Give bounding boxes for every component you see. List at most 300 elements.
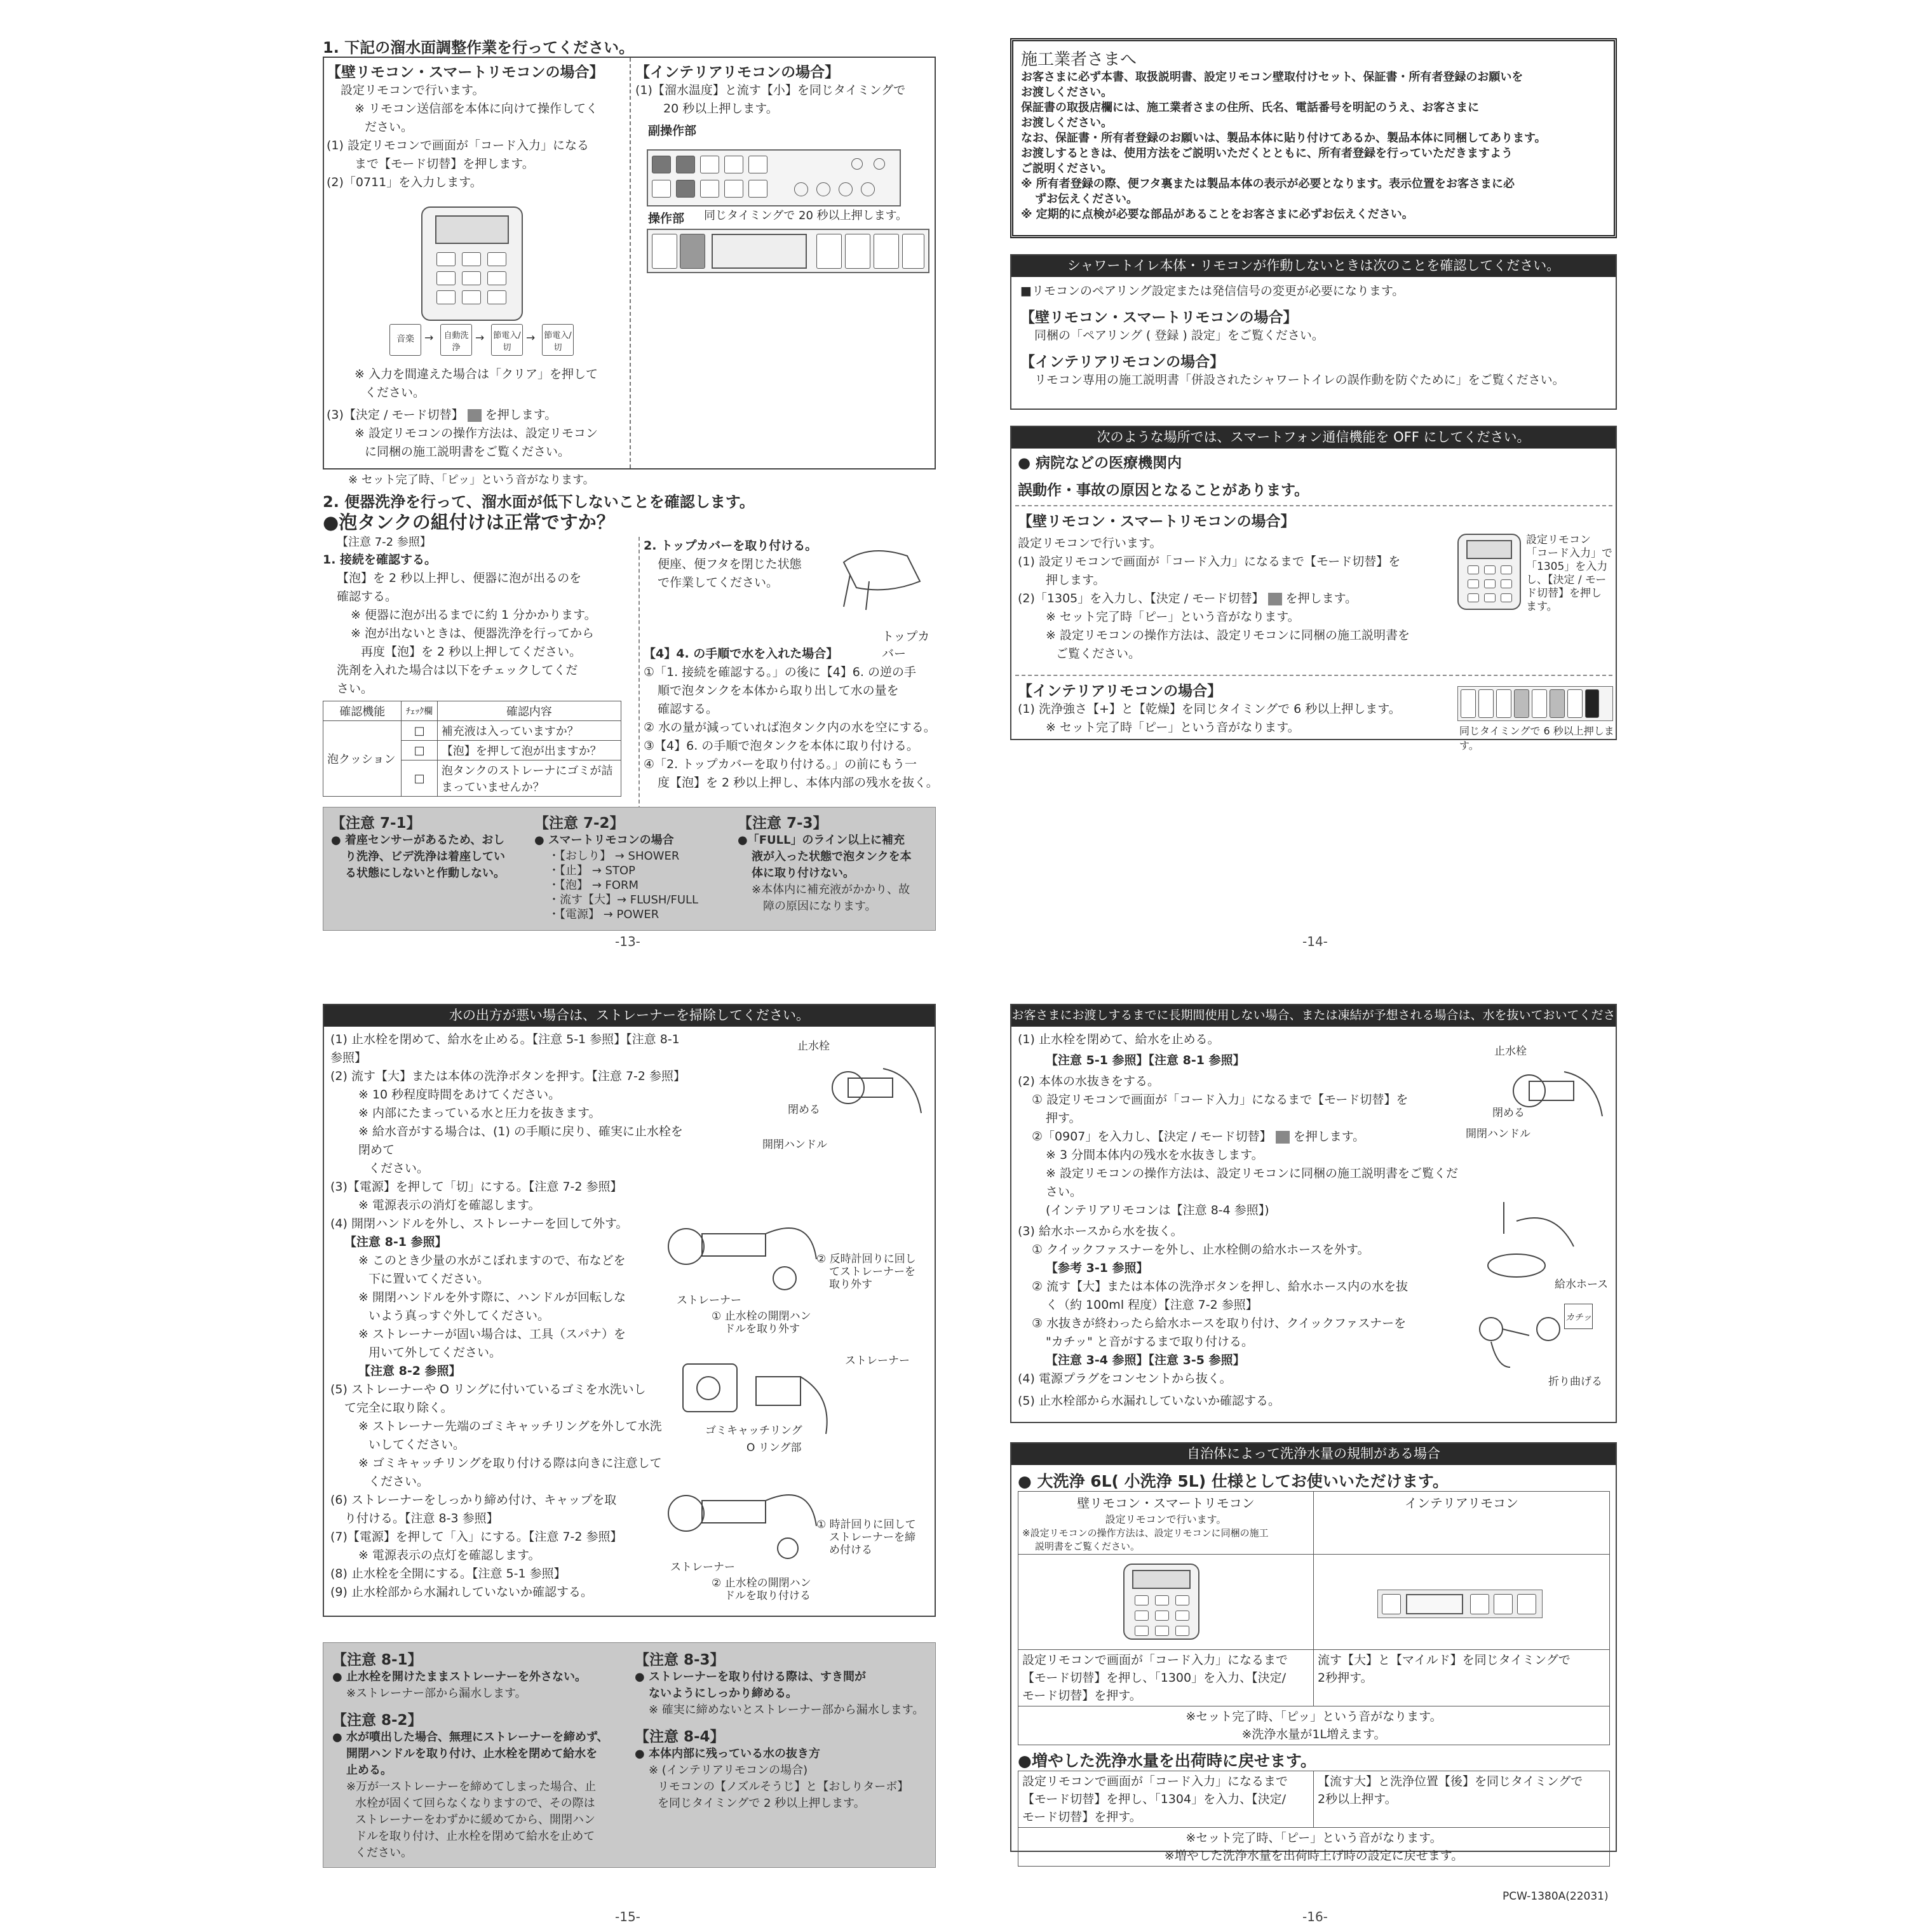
text: ※ 3 分間本体内の残水を水抜きします。 xyxy=(1046,1148,1264,1162)
strainer-install-illustration xyxy=(664,1482,823,1564)
text: ③ 水抜きが終わったら給水ホースを取り付け、クイックファスナーを xyxy=(1032,1316,1407,1330)
text: ドルを取り外す xyxy=(724,1323,800,1335)
remote-key xyxy=(1155,1626,1169,1636)
panel-button xyxy=(874,234,899,269)
wall-remote-heading: 【壁リモコン・スマートリモコンの場合】 xyxy=(327,64,604,81)
text: 【注意 7-2 参照】 xyxy=(337,536,431,549)
page-number: -13- xyxy=(615,934,640,949)
section2-title: 2. 便器洗浄を行って、溜水面が低下しないことを確認します。 xyxy=(323,493,755,511)
stop-valve-illustration xyxy=(813,1050,928,1126)
set-done-note: ※ セット完了時、「ピッ」という音がなります。 xyxy=(348,473,595,487)
text: ① 止水栓の開閉ハン xyxy=(712,1310,811,1323)
drain-section xyxy=(1010,1004,1617,1423)
text: ※増やした洗浄水量を出荷時上げ時の設定に戻せます。 xyxy=(1164,1849,1464,1863)
section-bar: 次のような場所では、スマートフォン通信機能を OFF にしてください。 xyxy=(1011,427,1616,449)
key-label: 節電入/切 xyxy=(544,331,572,353)
text: 2秒以上押す。 xyxy=(1318,1792,1397,1806)
text: ● 着座センサーがあるため、おし xyxy=(331,834,505,847)
interior-remote-block xyxy=(1018,679,1463,737)
page-14 xyxy=(1010,38,1620,966)
page-15 xyxy=(323,1004,939,1906)
table-row xyxy=(1018,1706,1610,1745)
foam-col xyxy=(323,508,634,797)
text: を押します。 xyxy=(485,408,557,422)
step2-heading: 2. トップカバーを取り付ける。 xyxy=(644,539,818,553)
text: まで【モード切替】を押します。 xyxy=(355,157,534,171)
text: ② 止水栓の開閉ハン xyxy=(712,1577,811,1590)
regulation-table-2 xyxy=(1018,1771,1610,1867)
text: 障の原因になります。 xyxy=(763,900,877,913)
round-button xyxy=(851,158,863,170)
text: 再度【泡】を 2 秒以上押してください。 xyxy=(361,645,582,659)
regulation-section xyxy=(1010,1442,1617,1863)
step1-heading: 1. 接続を確認する。 xyxy=(323,553,437,567)
note-7-2 xyxy=(534,811,725,922)
text: 【泡】を 2 秒以上押し、便器に泡が出るのを xyxy=(337,571,582,585)
text: (1)【溜水温度】と流す【小】を同じタイミングで xyxy=(635,83,906,97)
text: てストレーナーを xyxy=(829,1266,915,1278)
section-body xyxy=(1011,449,1616,502)
note-heading: 【注意 8-2】 xyxy=(332,1712,422,1729)
text: (1) 止水栓を閉めて、給水を止める。 xyxy=(1018,1032,1220,1046)
note-heading: 【注意 8-4】 xyxy=(635,1729,725,1745)
table-header: ﾁｪｯｸ欄 xyxy=(402,701,437,721)
text: ※ 設定リモコンの操作方法は、設定リモコンに同梱の施工説明書を xyxy=(1046,628,1410,642)
note-7-3 xyxy=(738,811,928,915)
table-cell xyxy=(1018,1492,1314,1555)
text: (インテリアリモコンは【注意 8-4 参照】) xyxy=(1046,1203,1269,1217)
section-body xyxy=(1011,277,1616,395)
panel-button xyxy=(1567,689,1583,718)
text: ド切替】を押し xyxy=(1526,587,1602,600)
divider xyxy=(1015,675,1612,676)
remote-key xyxy=(1175,1595,1189,1605)
note-8-1 xyxy=(332,1648,625,1861)
foam-heading: ●泡タンクの組付けは正常ですか？ xyxy=(323,511,615,533)
adjust-divider xyxy=(630,58,631,468)
same-timing-caption: 同じタイミングで 20 秒以上押します。 xyxy=(704,209,908,222)
text: ※ 入力を間違えた場合は「クリア」を押して xyxy=(355,367,598,381)
text: (1) 設定リモコンで画面が「コード入力」になるまで【モード切替】を xyxy=(1018,555,1401,569)
note-heading: 【注意 7-2】 xyxy=(534,815,625,832)
remote-key xyxy=(1501,579,1512,588)
remote-screen xyxy=(435,215,509,244)
text: 水栓が固くて回らなくなりますので、その際は xyxy=(355,1797,595,1810)
panel-button xyxy=(1478,689,1494,718)
text: 同梱の「ペアリング ( 登録 ) 設定」をご覧ください。 xyxy=(1034,328,1324,342)
text: ※万が一ストレーナーを締めてしまった場合、止 xyxy=(346,1780,597,1794)
table-cell xyxy=(1018,1650,1314,1706)
text: 度【泡】を 2 秒以上押し、本体内部の残水を抜く。 xyxy=(658,776,938,790)
remote-key xyxy=(1135,1611,1149,1621)
figure-callout xyxy=(712,1577,811,1602)
text: り洗浄、ビデ洗浄は着座してい xyxy=(345,850,505,863)
text: く（約 100ml 程度）【注意 7-2 参照】 xyxy=(1046,1298,1258,1312)
panel-button xyxy=(700,156,719,173)
text: ●「FULL」のライン以上に補充 xyxy=(738,834,905,847)
text: ※ セット完了時「ピー」という音がなります。 xyxy=(1046,610,1300,624)
panel-button xyxy=(1461,689,1476,718)
text: (7)【電源】を押して「入」にする。【注意 7-2 参照】 xyxy=(330,1530,623,1544)
text: 泡タンクのストレーナにゴミが詰 xyxy=(441,764,613,778)
table-row xyxy=(1018,1492,1610,1555)
remote-key xyxy=(487,252,506,266)
text: 開閉ハンドルを取り付け、止水栓を閉めて給水を xyxy=(346,1747,598,1760)
text: 流す【大】と【マイルド】を同じタイミングで xyxy=(1318,1653,1571,1667)
text: ご説明ください。 xyxy=(1021,162,1112,175)
round-button xyxy=(794,182,808,196)
subheading: 【インテリアリモコンの場合】 xyxy=(1020,354,1225,370)
text: ください。 xyxy=(368,1475,429,1489)
panel-button xyxy=(902,234,924,269)
remote-key xyxy=(436,252,456,266)
panel-button xyxy=(680,234,705,269)
checkbox[interactable]: □ xyxy=(402,760,437,797)
text: 設定リモコンで画面が「コード入力」になるまで xyxy=(1022,1774,1288,1788)
text: ①「1. 接続を確認する。」の後に【4】6. の逆の手 xyxy=(644,665,916,679)
text: ください。 xyxy=(368,1161,429,1175)
text: ② 流す【大】または本体の洗浄ボタンを押し、給水ホース内の水を抜 xyxy=(1032,1280,1408,1294)
text: ※セット完了時、「ピッ」という音がなります。 xyxy=(1186,1710,1442,1724)
figure-label: 閉める xyxy=(788,1104,820,1116)
figure-label: 折り曲げる xyxy=(1548,1375,1602,1388)
section-bar: 水の出方が悪い場合は、ストレーナーを掃除してください。 xyxy=(324,1005,935,1027)
text: 【注意 8-2 参照】 xyxy=(358,1364,461,1378)
text: いしてください。 xyxy=(368,1438,466,1452)
table-cell: 泡クッション xyxy=(323,721,402,797)
setting-remote-illustration xyxy=(1123,1564,1199,1640)
text: (3)【決定 / モード切替】 xyxy=(327,408,464,422)
text: 用いて外してください。 xyxy=(368,1346,502,1360)
section1-title: 1. 下記の溜水面調整作業を行ってください。 xyxy=(323,39,635,57)
figure-callout xyxy=(712,1310,811,1335)
list-item: ・【止】 → STOP xyxy=(548,864,635,877)
text: ※ 電源表示の点灯を確認します。 xyxy=(358,1548,541,1562)
text: ※本体内に補充液がかかり、故 xyxy=(752,883,910,896)
text: ※ セット完了時「ピー」という音がなります。 xyxy=(1046,720,1300,734)
text-row xyxy=(1018,590,1463,608)
subheading: ●増やした洗浄水量を出荷時に戻せます。 xyxy=(1018,1752,1316,1770)
remote-key xyxy=(436,271,456,285)
text: ※ ストレーナーが固い場合は、工具（スパナ）を xyxy=(358,1327,626,1341)
text: ① クイックファスナーを外し、止水栓側の給水ホースを外す。 xyxy=(1032,1243,1370,1257)
figure-label: ストレーナー xyxy=(845,1354,910,1367)
remote-key xyxy=(1175,1626,1189,1636)
text: ※ 泡が出ないときは、便器洗浄を行ってから xyxy=(351,626,594,640)
setting-remote-illustration xyxy=(421,206,523,321)
text: ※ 所有者登録の際、便フタ裏または製品本体の表示が必要となります。表示位置をお客さまに必 xyxy=(1021,177,1515,191)
text: ● 本体内部に残っている水の抜き方 xyxy=(635,1747,820,1760)
drain-steps xyxy=(1018,1030,1463,1410)
round-button xyxy=(874,158,885,170)
text: リモコン専用の施工説明書「併設されたシャワートイレの誤作動を防ぐために」をご覧ください。 xyxy=(1034,373,1565,387)
click-badge xyxy=(1564,1304,1593,1329)
text: 【モード切替】を押し、「1304」を入力、【決定/ xyxy=(1022,1792,1286,1806)
text: お渡しください。 xyxy=(1021,86,1112,99)
text: ※ 定期的に点検が必要な部品があることをお客さまに必ずお伝えください。 xyxy=(1021,208,1414,221)
table-cell: インテリアリモコン xyxy=(1314,1492,1610,1555)
text: さい。 xyxy=(337,682,374,696)
table-row xyxy=(1018,1828,1610,1867)
subheading: ● 病院などの医療機関内 xyxy=(1018,455,1182,471)
table-row xyxy=(323,701,621,721)
smartphone-section xyxy=(1010,426,1617,752)
remote-key xyxy=(487,290,506,304)
interior-panel-illustration xyxy=(1457,686,1613,721)
text: 設定リモコンで行います。 xyxy=(1105,1513,1227,1525)
panel-button xyxy=(652,234,677,269)
table-cell xyxy=(1314,1650,1610,1706)
strainer-section xyxy=(323,1004,936,1617)
key-7 xyxy=(440,324,472,356)
page-13 xyxy=(323,35,939,963)
text: に同梱の施工説明書をご覧ください。 xyxy=(365,445,571,459)
figure-label: 閉める xyxy=(1492,1107,1525,1119)
list-item: ・【おしり】 → SHOWER xyxy=(548,849,680,863)
remote-key xyxy=(462,252,481,266)
remote-screen xyxy=(1466,540,1512,559)
panel-button xyxy=(1494,1594,1513,1614)
panel-button xyxy=(1470,1594,1489,1614)
text: ※洗浄水量が1L増えます。 xyxy=(1241,1727,1386,1741)
text: で作業してください。 xyxy=(658,576,779,590)
remote-key xyxy=(1175,1611,1189,1621)
note-heading: 【注意 7-1】 xyxy=(331,815,421,832)
panel-button xyxy=(1585,689,1599,718)
text: ④「2. トップカバーを取り付ける。」の前にもう一 xyxy=(644,757,917,771)
decide-button-icon xyxy=(1268,593,1282,605)
text: ください。 xyxy=(365,386,426,400)
key-1a xyxy=(491,324,523,356)
table-cell xyxy=(1314,1555,1610,1650)
text-row xyxy=(1018,1128,1463,1146)
figure-callout xyxy=(816,1253,916,1291)
text: 設定リモコンで画面が「コード入力」になるまで xyxy=(1022,1653,1288,1667)
text: 液が入った状態で泡タンクを本 xyxy=(752,850,912,863)
text: ※ 給水音がする場合は、(1) の手順に戻り、確実に止水栓を閉めて xyxy=(358,1125,683,1157)
text: ます。 xyxy=(1526,600,1558,613)
text: (4) 開閉ハンドルを外し、ストレーナーを回して外す。 xyxy=(330,1217,628,1231)
text: 「コード入力」で xyxy=(1526,547,1612,560)
panel-display xyxy=(712,234,807,269)
text: し、【決定 / モー xyxy=(1526,574,1607,586)
panel-button xyxy=(724,180,743,198)
text: ● スマートリモコンの場合 xyxy=(534,834,674,847)
panel-button xyxy=(652,156,671,173)
text: 下に置いてください。 xyxy=(368,1272,490,1286)
panel-button xyxy=(1382,1594,1401,1614)
text: (5) ストレーナーや O リングに付いているゴミを水洗いし xyxy=(330,1382,646,1396)
page-number: -15- xyxy=(615,1909,640,1924)
hose-drain-illustration xyxy=(1478,1196,1605,1285)
text: ① 設定リモコンで画面が「コード入力」になるまで【モード切替】を xyxy=(1032,1093,1408,1107)
text: 【流す大】と洗浄位置【後】を同じタイミングで xyxy=(1318,1774,1583,1788)
side-note xyxy=(1526,534,1615,614)
table-cell xyxy=(1018,1771,1314,1828)
text: 【参考 3-1 参照】 xyxy=(1046,1261,1149,1275)
text: て完全に取り除く。 xyxy=(344,1401,453,1415)
key-0 xyxy=(389,324,421,356)
remote-screen xyxy=(1132,1570,1191,1589)
key-label: 節電入/切 xyxy=(493,331,521,353)
checkbox[interactable]: □ xyxy=(402,741,437,760)
text: ※ ストレーナー先端のゴミキャッチリングを外して水洗 xyxy=(358,1419,662,1433)
text: 説明書をご覧ください。 xyxy=(1035,1541,1140,1552)
not-working-section xyxy=(1010,254,1617,410)
panel-button xyxy=(1532,689,1547,718)
key-1b xyxy=(542,324,574,356)
panel-display xyxy=(1406,1594,1463,1614)
text: 2秒押す。 xyxy=(1318,1671,1373,1685)
text: (1) 洗浄強さ【+】と【乾燥】を同じタイミングで 6 秒以上押します。 xyxy=(1018,702,1401,716)
remote-key xyxy=(1484,593,1496,602)
table-cell xyxy=(1018,1555,1314,1650)
remote-key xyxy=(1501,565,1512,574)
page-number: -16- xyxy=(1302,1909,1328,1924)
text: 順で泡タンクを本体から取り出して水の量を xyxy=(658,684,899,698)
subheading: 【インテリアリモコンの場合】 xyxy=(1018,683,1222,699)
text: ※ ゴミキャッチリングを取り付ける際は向きに注意して xyxy=(358,1456,662,1470)
text: ストレーナーをわずかに緩めてから、開閉ハン xyxy=(355,1813,595,1827)
text: 【注意 3-4 参照】【注意 3-5 参照】 xyxy=(1046,1353,1245,1367)
text: ※ 便器に泡が出るまでに約 1 分かかります。 xyxy=(351,608,597,622)
table-header: 確認内容 xyxy=(437,701,621,721)
notes-box xyxy=(323,807,936,931)
text: (1) 止水栓を閉めて、給水を止める。【注意 5-1 参照】【注意 8-1 参照】 xyxy=(330,1032,680,1065)
interior-panel-illustration xyxy=(1377,1590,1543,1618)
text: ご覧ください。 xyxy=(1056,647,1141,661)
text: 押します。 xyxy=(1046,573,1105,587)
round-button xyxy=(861,182,875,196)
panel-button xyxy=(676,156,695,173)
text: 確認する。 xyxy=(658,702,719,716)
text: ※ 確実に締めないとストレーナー部から漏水します。 xyxy=(649,1703,924,1717)
text: "カチッ" と音がするまで取り付ける。 xyxy=(1046,1335,1253,1349)
panel-button xyxy=(700,180,719,198)
table-row xyxy=(1018,1771,1610,1828)
check-table xyxy=(323,701,621,797)
figure-label: ゴミキャッチリング xyxy=(705,1424,802,1437)
subheading: 【壁リモコン・スマートリモコンの場合】 xyxy=(1018,513,1295,530)
topcover-illustration xyxy=(831,537,933,613)
wall-remote-block xyxy=(1018,510,1463,663)
text: (5) 止水栓部から水漏れしていないか確認する。 xyxy=(1018,1394,1280,1408)
text: リモコンの【ノズルそうじ】と【おしりターボ】 xyxy=(658,1780,909,1794)
panel-button xyxy=(845,234,870,269)
remote-key xyxy=(1468,579,1479,588)
water-heading: 【4】4. の手順で水を入れた場合】 xyxy=(644,647,839,661)
remote-key xyxy=(436,290,456,304)
water-col xyxy=(644,645,942,792)
table-cell: 【泡】を押して泡が出ますか？ xyxy=(437,741,621,760)
sub-panel-label: 副操作部 xyxy=(648,124,697,138)
regulation-table-1 xyxy=(1018,1491,1610,1745)
table-row xyxy=(1018,1650,1610,1706)
text: ※ このとき少量の水がこぼれますので、布などを xyxy=(358,1253,626,1267)
list-item: ・流す【大】→ FLUSH/FULL xyxy=(548,893,699,907)
panel-button xyxy=(676,180,695,198)
remote-key xyxy=(1501,593,1512,602)
main-panel-illustration xyxy=(647,229,929,273)
text: (3) 給水ホースから水を抜く。 xyxy=(1018,1224,1183,1238)
remote-key xyxy=(1484,579,1496,588)
text: ■リモコンのペアリング設定または発信信号の変更が必要になります。 xyxy=(1020,284,1405,298)
text: お渡しするときは、使用方法をご説明いただくとともに、所有者登録を行っていただきますよう xyxy=(1021,147,1513,160)
text: お客さまに必ず本書、取扱説明書、設定リモコン壁取付けセット、保証書・所有者登録のお願いを xyxy=(1021,71,1523,84)
text: ※セット完了時、「ピー」という音がなります。 xyxy=(1186,1831,1442,1845)
text: ドルを取り付ける xyxy=(724,1590,811,1602)
note-7-1 xyxy=(331,811,522,882)
text: 設定リモコンで行います。 xyxy=(1018,536,1162,550)
list-item: ・【電源】 → POWER xyxy=(548,908,659,921)
strainer-steps xyxy=(330,1030,686,1602)
figure-label: 給水ホース xyxy=(1555,1278,1609,1291)
remote-key xyxy=(1468,593,1479,602)
text: (3)【電源】を押して「切」にする。【注意 7-2 参照】 xyxy=(330,1180,623,1194)
note-heading: 【注意 7-3】 xyxy=(738,815,828,832)
text: ※ 開閉ハンドルを外す際に、ハンドルが回転しな xyxy=(358,1290,626,1304)
text: を押します。 xyxy=(1293,1130,1365,1144)
text: 「1305」を入力 xyxy=(1526,560,1608,573)
remote-key xyxy=(1484,565,1496,574)
table-header: 確認機能 xyxy=(323,701,402,721)
text: 取り外す xyxy=(829,1278,872,1291)
text: ドルを取り付け、止水栓を閉めて給水を止めて xyxy=(355,1830,595,1843)
text: 【注意 5-1 参照】【注意 8-1 参照】 xyxy=(1046,1053,1245,1067)
text: モード切替】を押す。 xyxy=(1022,1689,1142,1703)
text: お渡しください。 xyxy=(1021,116,1112,130)
text: ②「0907」を入力し、【決定 / モード切替】 xyxy=(1032,1130,1272,1144)
section-bar: お客さまにお渡しするまでに長期間使用しない場合、または凍結が予想される場合は、水を抜いておいてください。 xyxy=(1011,1005,1616,1027)
contractor-box xyxy=(1010,38,1617,238)
table-cell: 補充液は入っていますか？ xyxy=(437,721,621,741)
text: 洗剤を入れた場合は以下をチェックしてくだ xyxy=(337,663,578,677)
table-cell xyxy=(437,760,621,797)
checkbox[interactable]: □ xyxy=(402,721,437,741)
panel-button xyxy=(816,234,842,269)
decide-button-icon xyxy=(468,409,482,422)
page-16 xyxy=(1010,1004,1620,1906)
panel-button xyxy=(1517,1594,1536,1614)
text: を同じタイミングで 2 秒以上押します。 xyxy=(658,1797,865,1810)
arrow-icon: → xyxy=(526,332,536,344)
panel-button xyxy=(1514,689,1529,718)
text: ● 止水栓を開けたままストレーナーを外さない。 xyxy=(332,1670,586,1684)
arrow-icon: → xyxy=(475,332,485,344)
remote-key xyxy=(487,271,506,285)
text: (2)「1305」を入力し、【決定 / モード切替】 xyxy=(1018,591,1264,605)
section-bar: 自治体によって洗浄水量の規制がある場合 xyxy=(1011,1443,1616,1465)
key-sequence xyxy=(389,324,599,359)
text: ※ 設定リモコンの操作方法は、設定リモコンに同梱の施工説明書をご覧ください。 xyxy=(1046,1166,1458,1199)
text: ② 反時計回りに回し xyxy=(816,1253,916,1266)
figure-callout xyxy=(816,1518,916,1557)
text: 止める。 xyxy=(346,1764,392,1777)
remote-key xyxy=(1135,1626,1149,1636)
contractor-heading: 施工業者さまへ xyxy=(1021,50,1137,69)
topcover-label: トップカバー xyxy=(882,630,930,661)
strainer-removal-illustration xyxy=(664,1208,823,1304)
text: ③【4】6. の手順で泡タンクを本体に取り付ける。 xyxy=(644,739,919,753)
decide-button-icon xyxy=(1276,1131,1290,1144)
figure-label: 止水栓 xyxy=(1494,1045,1527,1058)
text: ださい。 xyxy=(365,120,414,134)
text: ずお伝えください。 xyxy=(1035,193,1138,206)
text: ください。 xyxy=(355,1846,412,1860)
panel-button xyxy=(748,180,767,198)
list-item: ・【泡】 → FORM xyxy=(548,879,639,892)
table-row xyxy=(1018,1555,1610,1650)
